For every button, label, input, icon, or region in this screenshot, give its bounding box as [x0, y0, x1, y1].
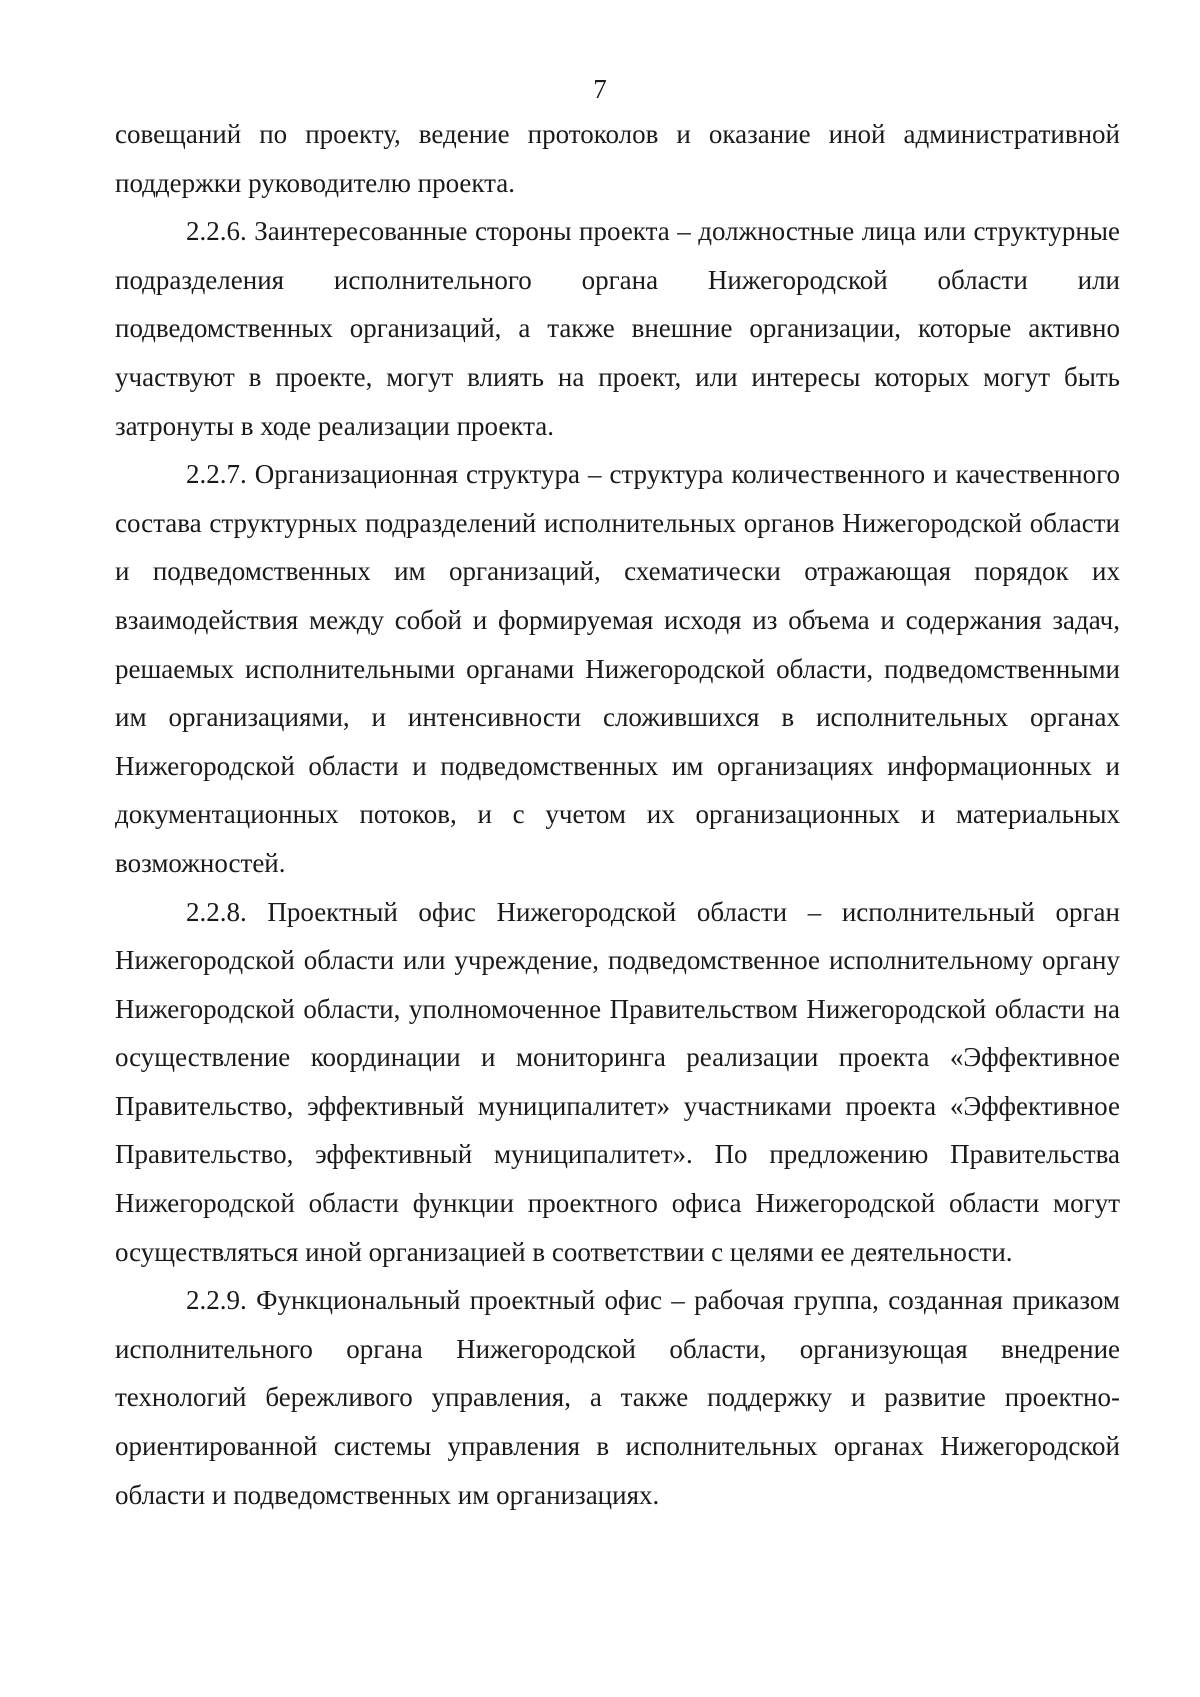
paragraph-2-2-7: 2.2.7. Организационная структура – структура количественного и качественного состава структурных подразделений исполнительных органов Нижегородской области и подведомственных им организаций, схематически отражающая порядок их взаимодействия между собой и формируемая исходя из объема и содержания задач, решаемых исполнительными органами Нижегородской области, подведомственными им организациями, и интенсивности сложившихся в исполнительных органах Нижегородской области и подведомственных им организациях информационных и документационных потоков, и с учетом их организационных и материальных возможностей. [115, 459, 1120, 878]
document-body [115, 110, 1120, 1519]
paragraph-2-2-9: 2.2.9. Функциональный проектный офис – рабочая группа, созданная приказом исполнительного органа Нижегородской области, организующая внедрение технологий бережливого управления, а также поддержку и развитие проектно-ориентированной системы управления в исполнительных органах Нижегородской области и подведомственных им организациях. [115, 1285, 1120, 1510]
paragraph-2-2-6: 2.2.6. Заинтересованные стороны проекта – должностные лица или структурные подразделения исполнительного органа Нижегородской области или подведомственных организаций, а также внешние организации, которые активно участвуют в проекте, могут влиять на проект, или интересы которых могут быть затронуты в ходе реализации проекта. [115, 216, 1120, 441]
page-number: 7 [593, 74, 607, 104]
paragraph-2-2-8: 2.2.8. Проектный офис Нижегородской области – исполнительный орган Нижегородской области или учреждение, подведомственное исполнительному органу Нижегородской области, уполномоченное Правительством Нижегородской области на осуществление координации и мониторинга реализации проекта «Эффективное Правительство, эффективный муниципалитет» участниками проекта «Эффективное Правительство, эффективный муниципалитет». По предложению Правительства Нижегородской области функции проектного офиса Нижегородской области могут осуществляться иной организацией в соответствии с целями ее деятельности. [115, 896, 1120, 1267]
paragraph-continuation: совещаний по проекту, ведение протоколов и оказание иной административной поддержки руководителю проекта. [115, 119, 1120, 198]
